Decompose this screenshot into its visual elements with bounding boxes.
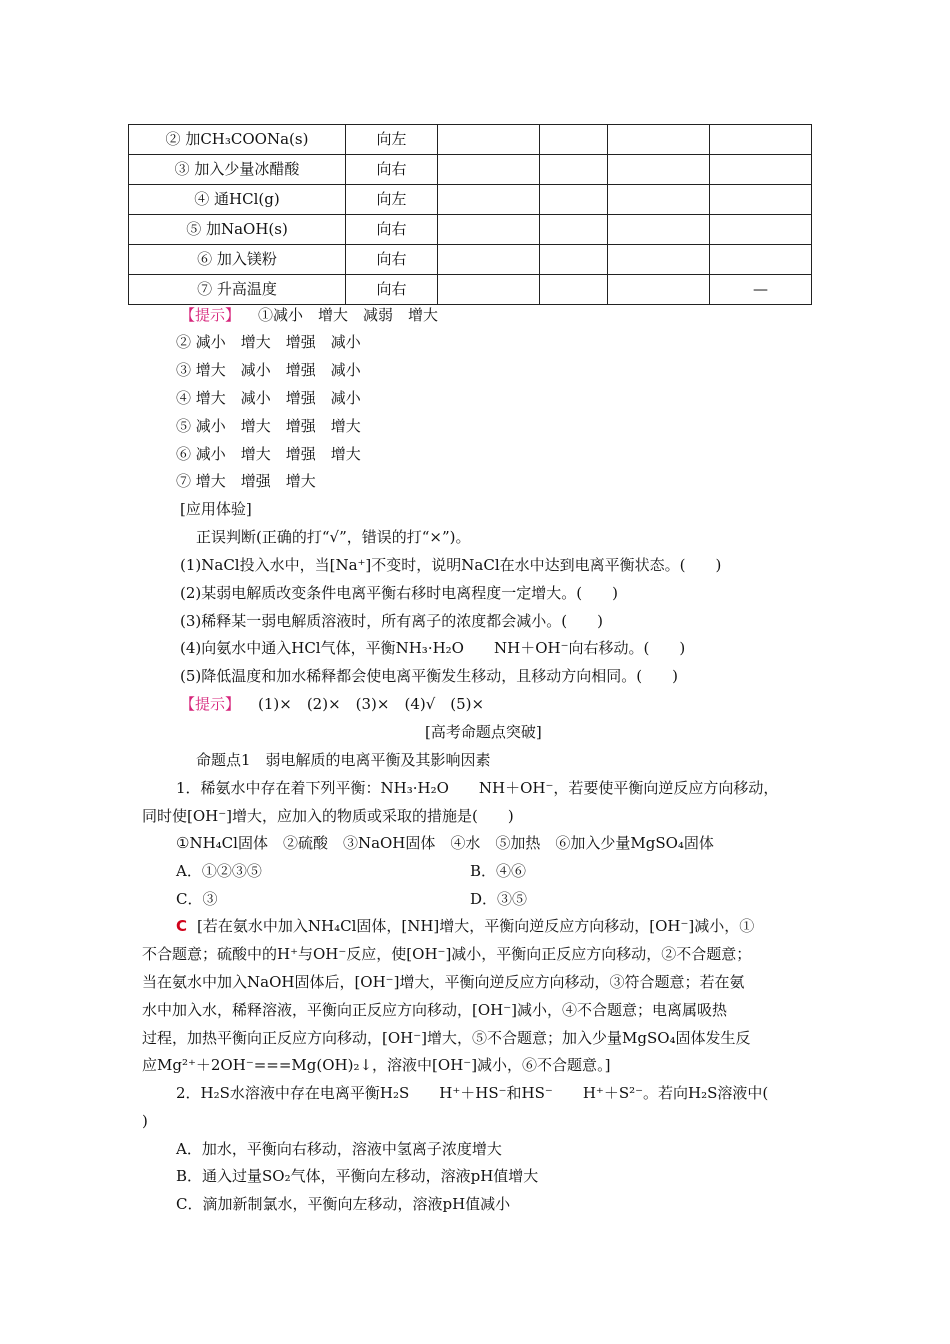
- hint-line: ③ 增大 减小 增强 减小: [176, 361, 361, 379]
- practice-item: (1)NaCl投入水中，当[Na⁺]不变时，说明NaCl在水中达到电离平衡状态。( ): [180, 556, 722, 574]
- q1-option-c: C．③: [176, 890, 218, 908]
- practice-heading: [应用体验]: [180, 500, 252, 518]
- table-cell-condition: ⑦ 升高温度: [129, 275, 346, 305]
- section-point: 命题点1 弱电解质的电离平衡及其影响因素: [196, 751, 491, 769]
- q1-option-a: A．①②③⑤: [176, 862, 262, 880]
- q1-stem: 1．稀氨水中存在着下列平衡：NH₃·H₂O NH＋OH⁻，若要使平衡向逆反应方向移动，: [176, 779, 779, 797]
- table-cell-c3: [438, 245, 540, 275]
- table-cell-c3: [438, 155, 540, 185]
- table-cell-c3: [438, 215, 540, 245]
- q1-explanation: 应Mg²⁺＋2OH⁻===Mg(OH)₂↓，溶液中[OH⁻]减小，⑥不合题意。]: [142, 1056, 611, 1074]
- table-cell-condition: ④ 通HCl(g): [129, 185, 346, 215]
- table-cell-condition: ⑥ 加入镁粉: [129, 245, 346, 275]
- table-cell-c5: [608, 215, 710, 245]
- table-cell-c3: [438, 125, 540, 155]
- table-cell-c6: —: [710, 275, 812, 305]
- q1-explanation: C [若在氨水中加入NH₄Cl固体，[NH]增大，平衡向逆反应方向移动，[OH⁻]减小，①: [176, 917, 755, 935]
- table-cell-shift: 向右: [346, 275, 438, 305]
- q1-explanation: 过程，加热平衡向正反应方向移动，[OH⁻]增大，⑤不合题意；加入少量MgSO₄固体发生反: [142, 1029, 751, 1047]
- table-row: [129, 275, 812, 305]
- table-cell-c6: [710, 155, 812, 185]
- table-cell-shift: 向右: [346, 245, 438, 275]
- table-row: [129, 215, 812, 245]
- table-cell-c6: [710, 245, 812, 275]
- q1-option-b: B．④⑥: [470, 862, 527, 880]
- table-cell-shift: 向左: [346, 125, 438, 155]
- table-cell-c6: [710, 215, 812, 245]
- hint-line: ④ 增大 减小 增强 减小: [176, 389, 361, 407]
- table-cell-shift: 向右: [346, 155, 438, 185]
- hint-line-1: 【提示】 ①减小 增大 减弱 增大: [180, 306, 439, 324]
- table-cell-c6: [710, 185, 812, 215]
- table-cell-shift: 向左: [346, 185, 438, 215]
- q1-explanation: 水中加入水，稀释溶液，平衡向正反应方向移动，[OH⁻]减小，④不合题意；电离属吸热: [142, 1001, 728, 1019]
- table-cell-c3: [438, 185, 540, 215]
- q2-option: C．滴加新制氯水，平衡向左移动，溶液pH值减小: [176, 1195, 511, 1213]
- section-title: [高考命题点突破]: [425, 723, 542, 741]
- table-cell-c4: [540, 155, 608, 185]
- table-row: [129, 155, 812, 185]
- practice-hint: 【提示】 (1)× (2)× (3)× (4)√ (5)×: [180, 695, 485, 713]
- practice-instruction: 正误判断(正确的打“√”，错误的打“×”)。: [196, 528, 471, 546]
- hint-line: ⑥ 减小 增大 增强 增大: [176, 445, 361, 463]
- table-row: [129, 245, 812, 275]
- table-cell-c5: [608, 185, 710, 215]
- practice-item: (5)降低温度和加水稀释都会使电离平衡发生移动，且移动方向相同。( ): [180, 667, 678, 685]
- table-cell-condition: ② 加CH₃COONa(s): [129, 125, 346, 155]
- practice-item: (2)某弱电解质改变条件电离平衡右移时电离程度一定增大。( ): [180, 584, 618, 602]
- q1-explanation: 当在氨水中加入NaOH固体后，[OH⁻]增大，平衡向逆反应方向移动，③符合题意；若在氨: [142, 973, 745, 991]
- practice-item: (4)向氨水中通入HCl气体，平衡NH₃·H₂O NH＋OH⁻向右移动。( ): [180, 639, 686, 657]
- table-cell-c5: [608, 155, 710, 185]
- table-cell-condition: ⑤ 加NaOH(s): [129, 215, 346, 245]
- table-cell-c5: [608, 125, 710, 155]
- q1-explanation: 不合题意；硫酸中的H⁺与OH⁻反应，使[OH⁻]减小，平衡向正反应方向移动，②不合题意；: [142, 945, 752, 963]
- q1-choices: ①NH₄Cl固体 ②硫酸 ③NaOH固体 ④水 ⑤加热 ⑥加入少量MgSO₄固体: [176, 834, 714, 852]
- hint-label: 【提示】: [180, 695, 241, 713]
- table-cell-c4: [540, 215, 608, 245]
- q2-stem: 2．H₂S水溶液中存在电离平衡H₂S H⁺＋HS⁻和HS⁻ H⁺＋S²⁻。若向H₂S溶液中(: [176, 1084, 769, 1102]
- table-cell-c5: [608, 275, 710, 305]
- table-cell-c4: [540, 185, 608, 215]
- table-cell-c4: [540, 275, 608, 305]
- q2-option: A．加水，平衡向右移动，溶液中氢离子浓度增大: [176, 1140, 502, 1158]
- hint-line: ⑤ 减小 增大 增强 增大: [176, 417, 361, 435]
- table-cell-c5: [608, 245, 710, 275]
- q1-stem: 同时使[OH⁻]增大，应加入的物质或采取的措施是( ): [142, 807, 514, 825]
- table-row: [129, 185, 812, 215]
- q2-option: B．通入过量SO₂气体，平衡向左移动，溶液pH值增大: [176, 1167, 539, 1185]
- hint-line: ⑦ 增大 增强 增大: [176, 472, 316, 490]
- table-cell-shift: 向右: [346, 215, 438, 245]
- equilibrium-table: [128, 124, 812, 305]
- hint-line: ② 减小 增大 增强 减小: [176, 333, 361, 351]
- table-cell-c6: [710, 125, 812, 155]
- table-row: [129, 125, 812, 155]
- practice-item: (3)稀释某一弱电解质溶液时，所有离子的浓度都会减小。( ): [180, 612, 603, 630]
- table-cell-c4: [540, 125, 608, 155]
- q1-answer: C: [176, 917, 188, 935]
- table-cell-c4: [540, 245, 608, 275]
- hint-label: 【提示】: [180, 306, 241, 324]
- q1-option-d: D．③⑤: [470, 890, 528, 908]
- table-cell-condition: ③ 加入少量冰醋酸: [129, 155, 346, 185]
- q2-stem: ): [142, 1112, 148, 1130]
- table-cell-c3: [438, 275, 540, 305]
